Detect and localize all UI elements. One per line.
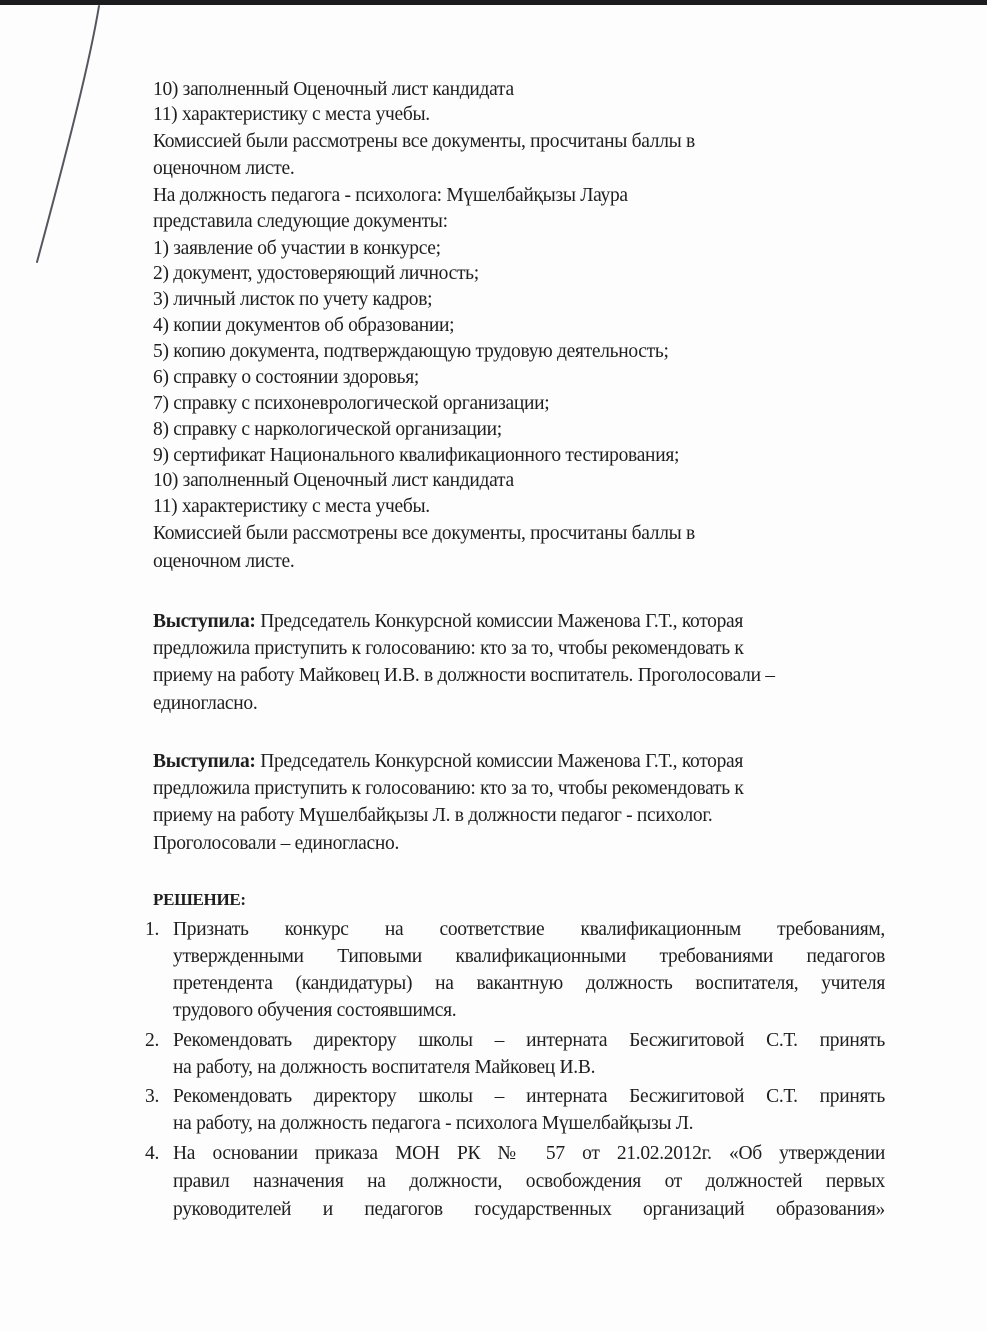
doc-list-item: 9) сертификат Национального квалификационного тестирования;	[153, 445, 680, 466]
speech-paragraph-2	[153, 750, 743, 774]
decision-item-text: претендента (кандидатуры) на вакантную должность воспитателя, учителя	[173, 973, 885, 994]
decision-item-text: Рекомендовать директору школы – интерната Бесжигитовой С.Т. принять	[173, 1086, 885, 1107]
speech-label: Выступила:	[153, 751, 256, 772]
speech-label: Выступила:	[153, 611, 256, 632]
decision-item-number: 3.	[145, 1086, 160, 1107]
review-statement: оценочном листе.	[153, 551, 295, 572]
doc-list-item: 3) личный листок по учету кадров;	[153, 289, 433, 310]
doc-list-item: 6) справку о состоянии здоровья;	[153, 367, 420, 388]
speech-text: приему на работу Майковец И.В. в должности воспитатель. Проголосовали –	[153, 665, 775, 686]
doc-list-item: 7) справку с психоневрологической организации;	[153, 393, 550, 414]
decision-item-text: руководителей и педагогов государственных организаций образования»	[173, 1199, 885, 1220]
speech-text: единогласно.	[153, 693, 258, 714]
candidate-intro: представила следующие документы:	[153, 211, 448, 232]
doc-list-item: 10) заполненный Оценочный лист кандидата	[153, 79, 514, 100]
speech-text: Председатель Конкурсной комиссии Маженова Г.Т., которая	[255, 751, 744, 772]
decision-item-text: на работу, на должность воспитателя Майковец И.В.	[173, 1057, 596, 1078]
review-statement: Комиссией были рассмотрены все документы, просчитаны баллы в	[153, 131, 695, 152]
decision-item-text: утвержденными Типовыми квалификационными требованиями педагогов	[173, 946, 885, 967]
doc-list-item: 11) характеристику с места учебы.	[153, 104, 430, 125]
speech-text: приему на работу Мүшелбайқызы Л. в должности педагог - психолог.	[153, 805, 713, 826]
decision-item-number: 4.	[145, 1143, 160, 1164]
speech-text: предложила приступить к голосованию: кто за то, чтобы рекомендовать к	[153, 638, 744, 659]
decision-item-text: трудового обучения состоявшимся.	[173, 1000, 457, 1021]
review-statement: Комиссией были рассмотрены все документы, просчитаны баллы в	[153, 523, 695, 544]
decision-item-number: 1.	[145, 919, 160, 940]
decision-item-text: Признать конкурс на соответствие квалификационным требованиям,	[173, 919, 885, 940]
speech-text: предложила приступить к голосованию: кто за то, чтобы рекомендовать к	[153, 778, 744, 799]
decision-item-text: Рекомендовать директору школы – интерната Бесжигитовой С.Т. принять	[173, 1030, 885, 1051]
doc-list-item: 11) характеристику с места учебы.	[153, 496, 430, 517]
candidate-intro: На должность педагога - психолога: Мүшелбайқызы Лаура	[153, 185, 628, 206]
doc-list-item: 5) копию документа, подтверждающую трудовую деятельность;	[153, 341, 669, 362]
doc-list-item: 1) заявление об участии в конкурсе;	[153, 238, 441, 259]
doc-list-item: 2) документ, удостоверяющий личность;	[153, 263, 479, 284]
speech-text: Председатель Конкурсной комиссии Маженова Г.Т., которая	[255, 611, 744, 632]
doc-list-item: 4) копии документов об образовании;	[153, 315, 455, 336]
speech-text: Проголосовали – единогласно.	[153, 833, 400, 854]
decision-item-text: На основании приказа МОН РК № 57 от 21.02.2012г. «Об утверждении	[173, 1143, 885, 1164]
decision-item-text: на работу, на должность педагога - психолога Мүшелбайқызы Л.	[173, 1113, 694, 1134]
doc-list-item: 8) справку с наркологической организации;	[153, 419, 502, 440]
decision-item-number: 2.	[145, 1030, 160, 1051]
decision-heading: РЕШЕНИЕ:	[153, 890, 246, 909]
decision-item-text: правил назначения на должности, освобождения от должностей первых	[173, 1171, 885, 1192]
doc-list-item: 10) заполненный Оценочный лист кандидата	[153, 470, 514, 491]
speech-paragraph-1	[153, 610, 743, 634]
review-statement: оценочном листе.	[153, 158, 295, 179]
